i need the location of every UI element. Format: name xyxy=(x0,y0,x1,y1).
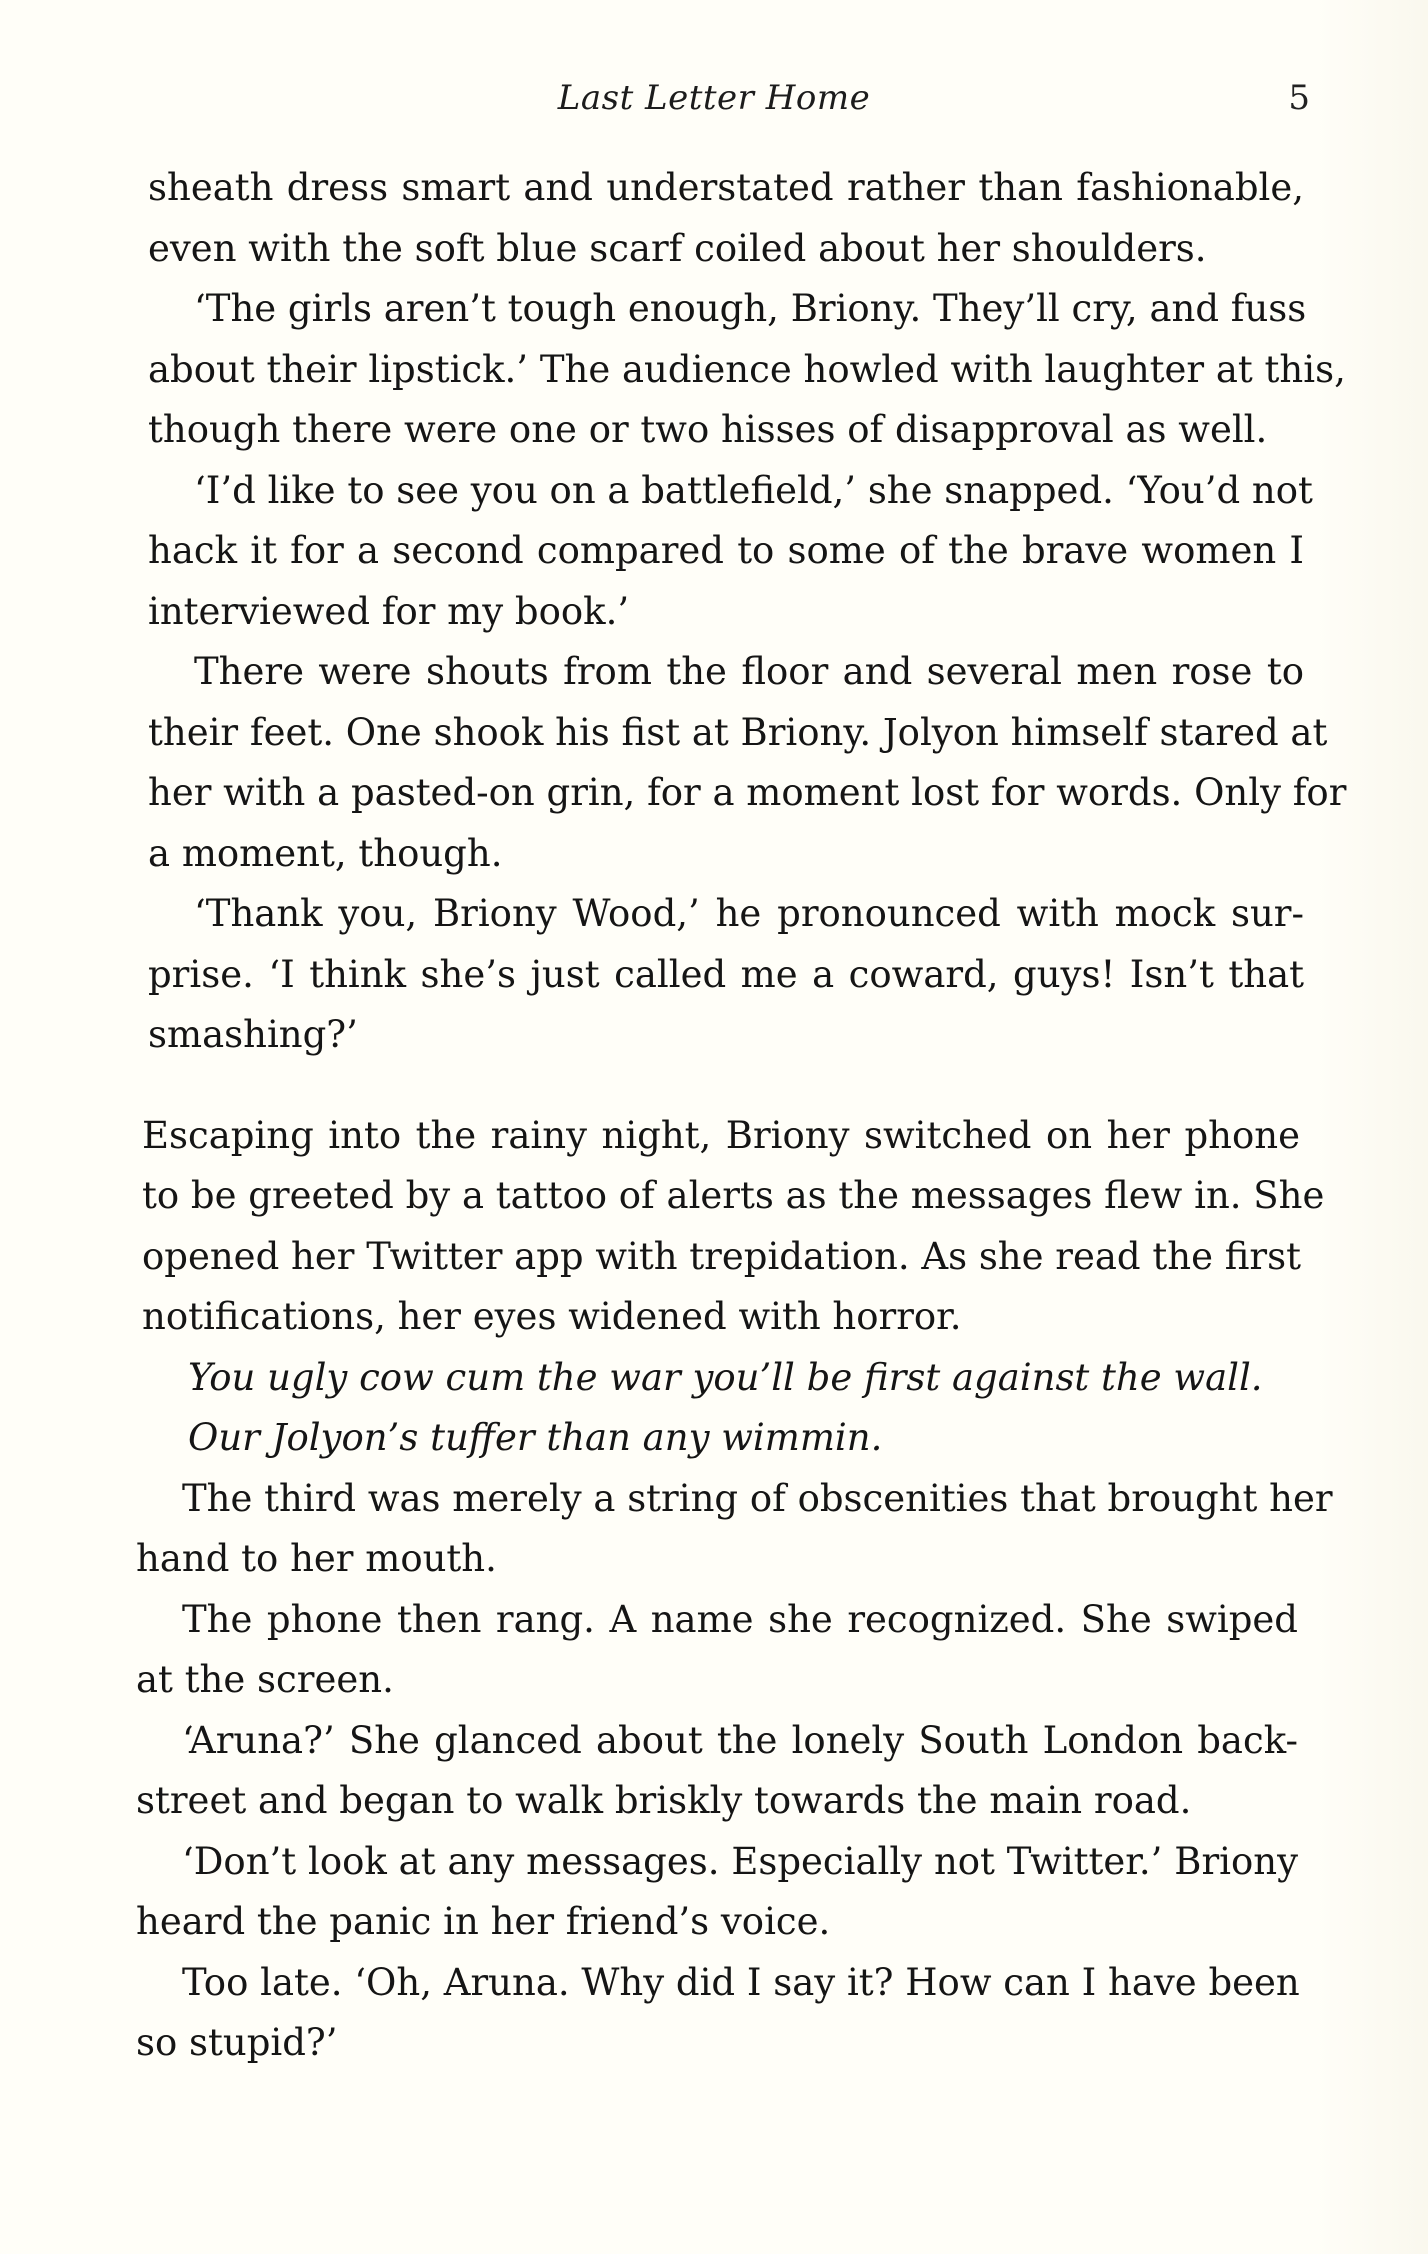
text-line: their feet. One shook his fist at Briony. Jolyon himself stared at xyxy=(148,710,1328,754)
text-line: The phone then rang. A name she recognized. She swiped xyxy=(182,1597,1298,1641)
paragraph xyxy=(136,1590,1298,1711)
running-head: Last Letter Home xyxy=(557,78,871,118)
paragraph xyxy=(136,1832,1298,1953)
quoted-message xyxy=(142,1348,1300,1409)
text-line: ‘Thank you, Briony Wood,’ he pronounced with mock sur- xyxy=(194,892,1304,935)
page-header xyxy=(0,78,1428,128)
text-line: at the screen. xyxy=(136,1658,394,1701)
paragraph xyxy=(148,884,1304,1066)
paragraph xyxy=(148,158,1304,279)
text-line: ‘Don’t look at any messages. Especially not Twitter.’ Briony xyxy=(182,1839,1298,1883)
text-line: ‘I’d like to see you on a battlefield,’ she snapped. ‘You’d not xyxy=(194,468,1313,512)
text-line: even with the soft blue scarf coiled about her shoulders. xyxy=(148,226,1207,270)
text-line: interviewed for my book.’ xyxy=(148,589,630,633)
text-line: a moment, though. xyxy=(148,831,503,875)
scene-break xyxy=(0,1066,1428,1106)
text-line: about their lipstick.’ The audience howled with laughter at this, xyxy=(148,347,1346,391)
text-line: Our Jolyon’s tuffer than any wimmin. xyxy=(188,1416,883,1459)
text-line: hack it for a second compared to some of the brave women I xyxy=(148,529,1304,572)
text-line: opened her Twitter app with trepidation. As she read the first xyxy=(142,1234,1301,1278)
page-number: 5 xyxy=(1288,78,1310,118)
text-line: her with a pasted-on grin, for a moment lost for words. Only for xyxy=(148,771,1347,814)
text-line: smashing?’ xyxy=(148,1013,358,1056)
text-line: There were shouts from the floor and several men rose to xyxy=(194,650,1304,693)
text-line: heard the panic in her friend’s voice. xyxy=(136,1900,831,1943)
text-line: prise. ‘I think she’s just called me a coward, guys! Isn’t that xyxy=(148,952,1304,996)
text-line: hand to her mouth. xyxy=(136,1537,497,1580)
paragraph xyxy=(136,1469,1333,1590)
text-line: though there were one or two hisses of disapproval as well. xyxy=(148,408,1268,451)
text-line: sheath dress smart and understated rather than fashionable, xyxy=(148,166,1304,209)
quoted-message xyxy=(142,1408,1300,1469)
text-line: Escaping into the rainy night, Briony switched on her phone xyxy=(142,1113,1300,1157)
paragraph xyxy=(142,1106,1325,1348)
paragraph xyxy=(148,461,1313,643)
text-line: street and began to walk briskly towards the main road. xyxy=(136,1779,1192,1822)
text-line: ‘The girls aren’t tough enough, Briony. They’ll cry, and fuss xyxy=(194,287,1307,330)
text-line: You ugly cow cum the war you’ll be first against the wall. xyxy=(188,1355,1263,1399)
text-line: Too late. ‘Oh, Aruna. Why did I say it? How can I have been xyxy=(182,1960,1300,2004)
text-line: notifications, her eyes widened with horror. xyxy=(142,1295,962,1338)
paragraph xyxy=(136,1953,1298,2074)
text-line: The third was merely a string of obscenities that brought her xyxy=(182,1476,1333,1520)
text-line: ‘Aruna?’ She glanced about the lonely South London back- xyxy=(182,1718,1298,1762)
text-line: so stupid?’ xyxy=(136,2021,338,2064)
paragraph xyxy=(136,1711,1298,1832)
paragraph xyxy=(148,279,1346,461)
paragraph xyxy=(148,642,1347,884)
text-line: to be greeted by a tattoo of alerts as the messages flew in. She xyxy=(142,1174,1325,1217)
body-text xyxy=(0,158,1428,2074)
